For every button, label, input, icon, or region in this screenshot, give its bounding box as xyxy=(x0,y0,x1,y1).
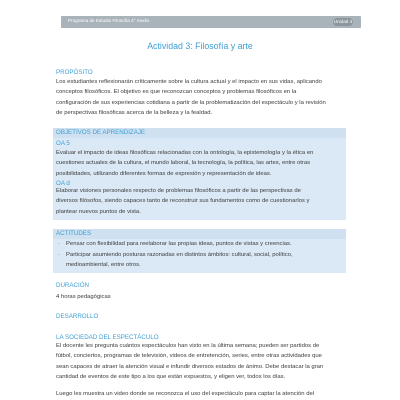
bullet-icon: · xyxy=(58,241,60,247)
proposito-line: conceptos filosóficos. El objetivo es que reconozcan conceptos y problemas filosóficos en la xyxy=(56,89,297,96)
sociedad-line: El docente les pregunta cuántos espectáculos han visto en la última semana; pueden ser partidos de xyxy=(56,343,320,349)
oad-line: plantear nuevos puntos de vista. xyxy=(56,208,141,215)
actitud-item xyxy=(56,239,344,249)
proposito-line: configuración de sus experiencias cotidiana a partir de la problematización del espectáculo y la revisión xyxy=(56,99,326,106)
actitudes-heading: ACTITUDES xyxy=(56,230,92,237)
duracion-value: 4 horas pedagógicas xyxy=(56,294,111,300)
actitud-line: medioambiental, entre otros. xyxy=(66,262,141,269)
header-band xyxy=(61,16,361,28)
program-name: Programa de Estudio Filosofía 4° medio xyxy=(68,18,150,23)
proposito-text xyxy=(56,77,344,119)
oa5-line: Evaluar el impacto de ideas filosóficas relacionadas con la ontología, la epistemología y la ética en xyxy=(56,150,314,156)
bullet-icon: · xyxy=(58,252,60,258)
sociedad-line: cantidad de eventos de este tipo a los que están expuestos, y eligen ver, todos los días. xyxy=(56,374,286,381)
oa5-line: posibilidades, utilizando diferentes formas de expresión y representación de ideas. xyxy=(56,170,272,177)
oad-label: OA d xyxy=(56,180,70,187)
actitud-item xyxy=(56,250,344,271)
oa5-line: cuestiones actuales de la cultura, el mundo laboral, la tecnología, la política, las artes, entre otras xyxy=(56,160,311,167)
actitudes-header-band xyxy=(53,229,346,239)
proposito-line: Los estudiantes reflexionarán críticamente sobre la cultura actual y el impacto en sus vidas, aplicando xyxy=(56,79,322,85)
oad-line: Elaborar visiones personales respecto de problemas filosóficos a partir de las perspectivas de xyxy=(56,188,301,194)
oad-line: diversos filósofos, siendo capaces tanto de reconstruir sus fundamentos como de cuestionarlos y xyxy=(56,198,310,205)
oa5-text xyxy=(56,148,344,179)
page-header xyxy=(0,0,400,31)
activity-title: Actividad 3: Filosofía y arte xyxy=(147,41,253,51)
oa5-label: OA 5 xyxy=(56,140,70,147)
unit-badge: Unidad 4 xyxy=(333,19,353,24)
objetivos-heading: OBJETIVOS DE APRENDIZAJE xyxy=(56,129,146,136)
proposito-heading: PROPÓSITO xyxy=(56,69,93,76)
proposito-line: de perspectivas filosóficas acerca de la belleza y la fealdad. xyxy=(56,110,213,117)
sociedad-line: fútbol, conciertos, programas de televisión, videos de entretención, series, entre otras actividades que xyxy=(56,353,322,360)
sociedad-continuation xyxy=(56,389,344,399)
actitud-text xyxy=(66,239,344,249)
actitud-line: Pensar con flexibilidad para reelaborar las propias ideas, puntos de vistas y creencias. xyxy=(66,241,292,247)
duracion-text xyxy=(56,292,344,302)
duracion-heading: DURACIÓN xyxy=(56,282,90,289)
desarrollo-heading: DESARROLLO xyxy=(56,313,99,320)
actitud-text xyxy=(66,250,344,271)
sociedad-line: Luego les muestra un video donde se reconozca el uso del espectáculo para captar la atención del xyxy=(56,391,315,397)
oad-text xyxy=(56,186,344,217)
sociedad-text xyxy=(56,341,344,383)
actitud-line: Participar asumiendo posturas razonadas en distintos ámbitos: cultural, social, político, xyxy=(66,252,293,258)
sociedad-line: sean capaces de atraer la atención visual e infundir diversos estados de ánimo. Debe destacar la gran xyxy=(56,363,324,370)
sociedad-heading: LA SOCIEDAD DEL ESPECTÁCULO xyxy=(56,334,159,341)
